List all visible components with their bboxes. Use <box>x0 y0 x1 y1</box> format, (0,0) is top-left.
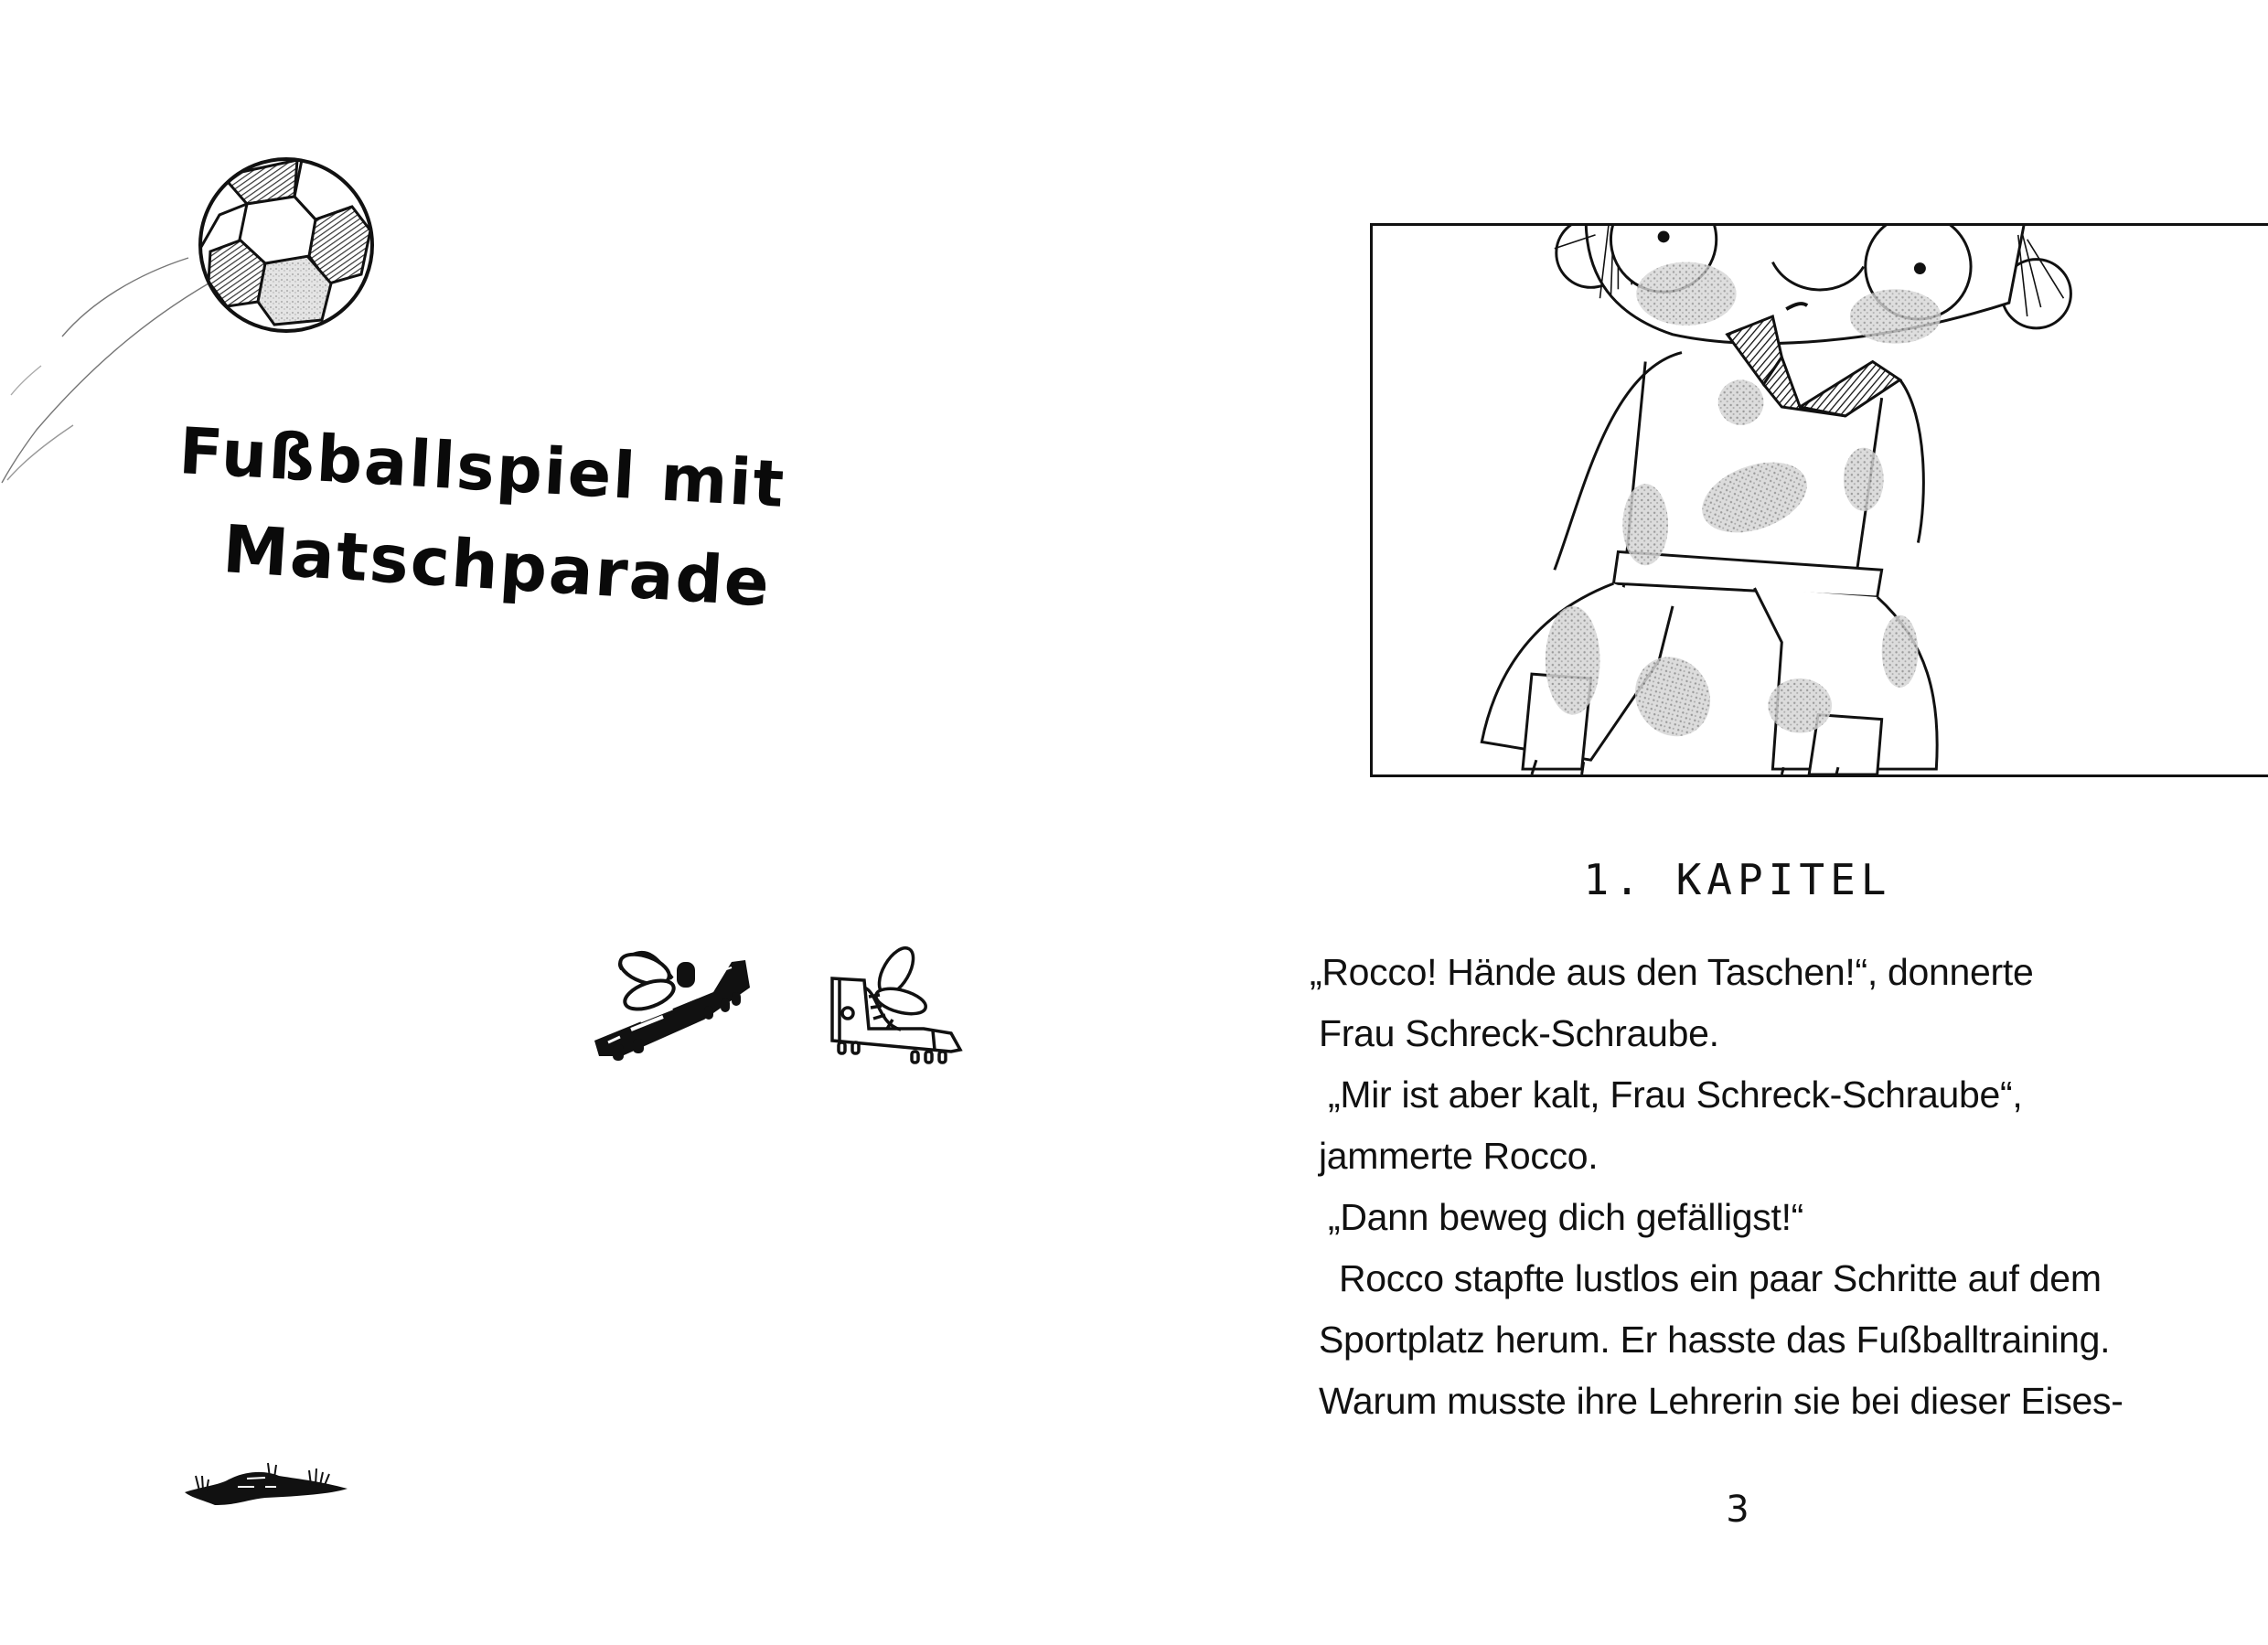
chapter-illustration <box>1370 223 2268 777</box>
chapter-heading: 1. KAPITEL <box>1583 855 1892 904</box>
story-title-line-1: Fußballspiel mit <box>177 413 788 522</box>
boy-in-muddy-overalls-icon <box>1373 226 2268 774</box>
page-number: 3 <box>1726 1489 1749 1531</box>
story-title <box>177 413 838 622</box>
text-line: Warum musste ihre Lehrerin sie bei dieser Eises- <box>1319 1380 2124 1422</box>
text-line: „Mir ist aber kalt, Frau Schreck-Schraube“, <box>1328 1074 2023 1116</box>
text-line: „Dann beweg dich gefälligst!“ <box>1328 1196 1804 1238</box>
chapter-body-text <box>1310 942 2133 1432</box>
text-line: Sportplatz herum. Er hasste das Fußballtraining. <box>1319 1319 2111 1361</box>
text-line: „Rocco! Hände aus den Taschen!“, donnerte <box>1310 951 2034 993</box>
white-boot-icon <box>832 943 960 1063</box>
story-title-line-2: Matschparade <box>220 510 774 622</box>
right-page <box>1134 0 2268 1645</box>
mud-puddle-icon <box>174 1454 375 1518</box>
football-boots-illustration <box>585 942 988 1088</box>
text-line: Frau Schreck-Schraube. <box>1319 1012 1719 1054</box>
text-line: Rocco stapfte lustlos ein paar Schritte auf dem <box>1339 1257 2102 1299</box>
text-line: jammerte Rocco. <box>1319 1135 1599 1177</box>
motion-lines <box>2 258 209 483</box>
black-boot-icon <box>594 948 750 1061</box>
